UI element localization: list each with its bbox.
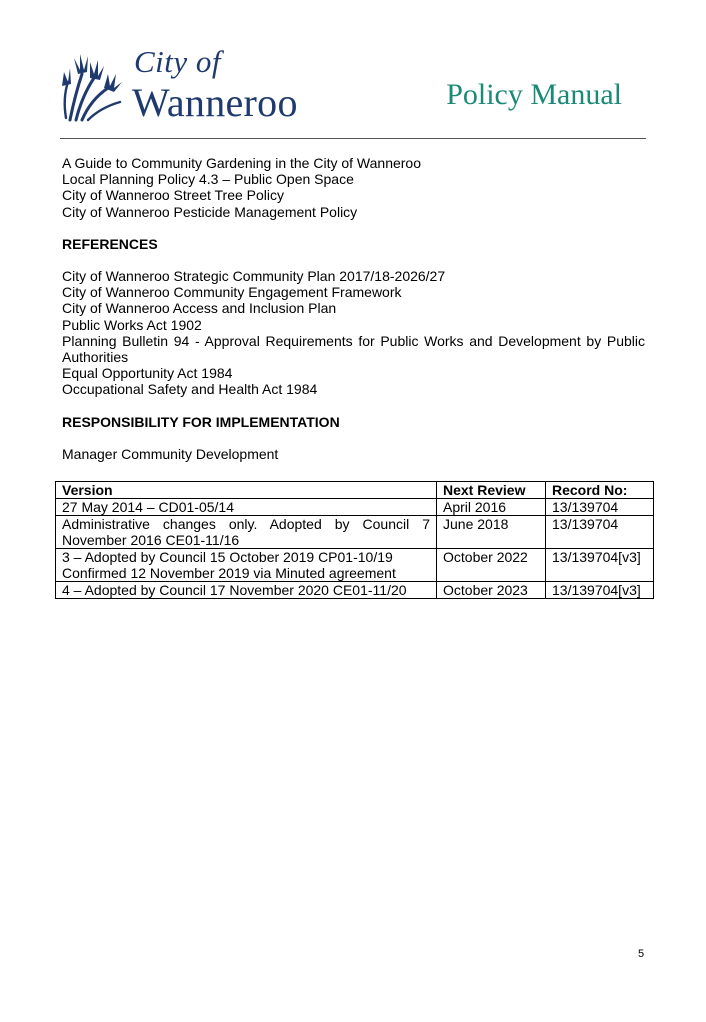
column-header-record-no: Record No: (546, 482, 654, 499)
related-document-item: City of Wanneroo Pesticide Management Policy (62, 203, 358, 220)
related-document-item: City of Wanneroo Street Tree Policy (62, 187, 285, 204)
references-heading: REFERENCES (62, 235, 158, 252)
record-no-cell: 13/139704[v3] (546, 582, 654, 599)
related-documents-list (62, 155, 645, 220)
kangaroo-paw-logo-icon (60, 48, 132, 122)
version-cell: Administrative changes only. Adopted by Council 7 November 2016 CE01-11/16 (56, 516, 437, 549)
table-row (56, 549, 654, 582)
logo-wanneroo-text: Wanneroo (132, 80, 298, 125)
table-header-row (56, 482, 654, 499)
version-cell: 27 May 2014 – CD01-05/14 (56, 499, 437, 516)
table-row (56, 582, 654, 599)
reference-item: Equal Opportunity Act 1984 (62, 365, 233, 382)
responsibility-text: Manager Community Development (62, 445, 279, 462)
related-document-item: Local Planning Policy 4.3 – Public Open Space (62, 171, 354, 188)
table-row (56, 516, 654, 549)
version-cell: 3 – Adopted by Council 15 October 2019 CP01-10/19 Confirmed 12 November 2019 via Minuted agreement (56, 549, 437, 582)
header-divider (60, 138, 646, 139)
page-title: Policy Manual (446, 78, 622, 111)
next-review-cell: June 2018 (437, 516, 546, 549)
logo-city-text: City of (134, 44, 222, 79)
record-no-cell: 13/139704[v3] (546, 549, 654, 582)
record-no-cell: 13/139704 (546, 516, 654, 549)
version-history-table (55, 481, 654, 599)
related-document-item: A Guide to Community Gardening in the City of Wanneroo (62, 155, 421, 171)
reference-item: Public Works Act 1902 (62, 316, 202, 333)
record-no-cell: 13/139704 (546, 499, 654, 516)
column-header-next-review: Next Review (437, 482, 546, 499)
responsibility-heading: RESPONSIBILITY FOR IMPLEMENTATION (62, 413, 340, 430)
version-cell: 4 – Adopted by Council 17 November 2020 CE01-11/20 (56, 582, 437, 599)
table-row (56, 499, 654, 516)
document-body (62, 155, 645, 462)
next-review-cell: October 2022 (437, 549, 546, 582)
column-header-version: Version (56, 482, 437, 499)
reference-item: Planning Bulletin 94 - Approval Requirements for Public Works and Development by Public Authorities (62, 332, 645, 366)
reference-item: City of Wanneroo Community Engagement Framework (62, 284, 402, 301)
reference-item: City of Wanneroo Strategic Community Plan 2017/18-2026/27 (62, 268, 446, 285)
reference-item: City of Wanneroo Access and Inclusion Plan (62, 300, 337, 317)
page-number: 5 (638, 948, 645, 960)
reference-item: Occupational Safety and Health Act 1984 (62, 381, 318, 398)
next-review-cell: October 2023 (437, 582, 546, 599)
next-review-cell: April 2016 (437, 499, 546, 516)
references-list (62, 268, 645, 398)
